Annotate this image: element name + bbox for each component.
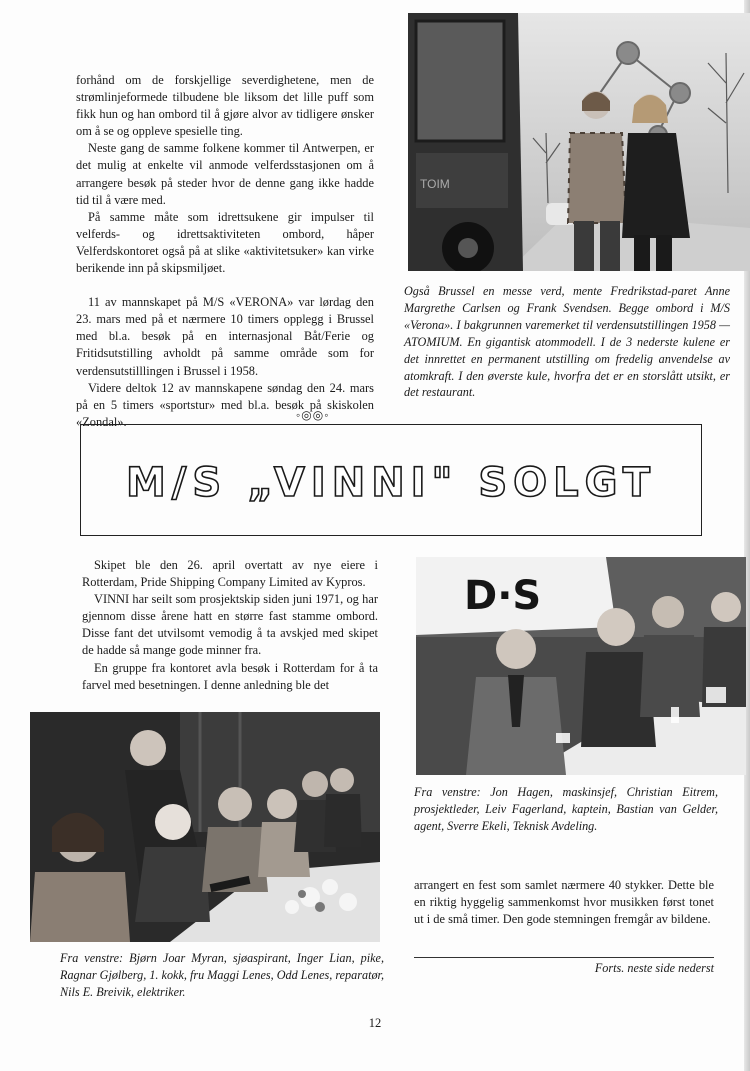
photo-party-image: [30, 712, 380, 942]
article-paragraph: Skipet ble den 26. april overtatt av nye eiere i Rotterdam, Pride Shipping Company Limited av Kypros.: [82, 558, 378, 590]
article-paragraph: arrangert en fest som samlet nærmere 40 stykker. Dette ble en riktig hyggelig sammenkomst hvor musikken først tonet ut i de små timer. Den gode stemningen fremgår av bildene.: [414, 878, 714, 927]
photo-atomium-caption: Også Brussel en messe verd, mente Fredrikstad-paret Anne Margrethe Carlsen og Frank Svendsen. Begge ombord i M/S «Verona». I bakgrunnen varemerket til verdensutstillingen 1958 — ATOMIUM. En gigantisk atommodell. I de 3 nederste kulene er det innrettet en permanent utstilling om fredelig anvendelse av atomkraft. I den øverste kule, hvorfra det er en storslått utsikt, er det restaurant.: [404, 284, 730, 400]
article-paragraph: En gruppe fra kontoret avla besøk i Rotterdam for å ta farvel med besetningen. I denne anledning ble det: [82, 660, 378, 692]
page-number: 12: [368, 1016, 382, 1030]
headline-box: [80, 424, 702, 536]
article-paragraph: forhånd om de forskjellige severdighetene, men de strømlinjeformede tilbudene ble liksom det lille puff som fikk hun og han ombord til å gjøre alvor av tidligere ønsker om å se og oppleve spesielle ting.: [76, 73, 374, 139]
svg-text:TOIM: TOIM: [420, 177, 450, 191]
headline: M/S „VINNI" SOLGT: [125, 460, 657, 506]
photo-party-caption: Fra venstre: Bjørn Joar Myran, sjøaspirant, Inger Lian, pike, Ragnar Gjølberg, 1. kokk, fru Maggi Lenes, Odd Lenes, reparatør, Nils E. Breivik, elektriker.: [60, 951, 384, 999]
article-paragraph: På samme måte som idrettsukene gir impulser til velferds- og idrettsaktiviteten ombord, håper Velferdskontoret også på at slike «aktivitetsuker» kan virke berikende inn på skipsmiljøet.: [76, 209, 374, 276]
article-paragraph: VINNI har seilt som prosjektskip siden juni 1971, og har gjennom disse årene hatt en større fast stamme ombord. Disse fant det utvilsomt vemodig å ta avskjed med skipet de hadde så mange gode minner fra.: [82, 592, 378, 658]
article-paragraph: Neste gang de samme folkene kommer til Antwerpen, er det mulig at enkelte vil anmode velferdsstasjonen om å arrangere besøk på steder hvor de denne gang ikke hadde tid til å være med.: [76, 141, 374, 207]
article-continuation: [414, 877, 714, 928]
photo-dinner-caption: Fra venstre: Jon Hagen, maskinsjef, Christian Eitrem, prosjektleder, Leiv Fagerland, kaptein, Bastian van Gelder, agent, Sverre Ekeli, Teknisk Avdeling.: [414, 785, 718, 833]
photo-dinner-image: [416, 557, 746, 775]
article-paragraph: 11 av mannskapet på M/S «VERONA» var lørdag den 23. mars med på et nærmere 10 timers opplegg i Brussel med bl.a. besøk på en internasjonal Båt/Ferie og Fritidsutstilling avholdt på samme område som for verdensutstilllingen i Brussel i 1958.: [76, 295, 374, 378]
photo-officers-dinner: [416, 557, 746, 775]
article-top-column: [76, 72, 374, 431]
photo-atomium-couple: [408, 13, 750, 271]
article-paragraph: Videre deltok 12 av mannskapene søndag den 24. mars på en 5 timers «sportstur» med bl.a. besøk på skiskolen «Zondal».: [76, 380, 374, 429]
photo-atomium-image: [408, 13, 750, 271]
continued-note: Forts. neste side nederst: [594, 961, 714, 975]
article-vinni-column: [82, 557, 378, 694]
flag-letters: D·S: [464, 573, 542, 619]
section-ornament: ◦◎◎◦: [296, 408, 330, 422]
photo-crew-party: [30, 712, 380, 942]
divider-line: [414, 957, 714, 958]
